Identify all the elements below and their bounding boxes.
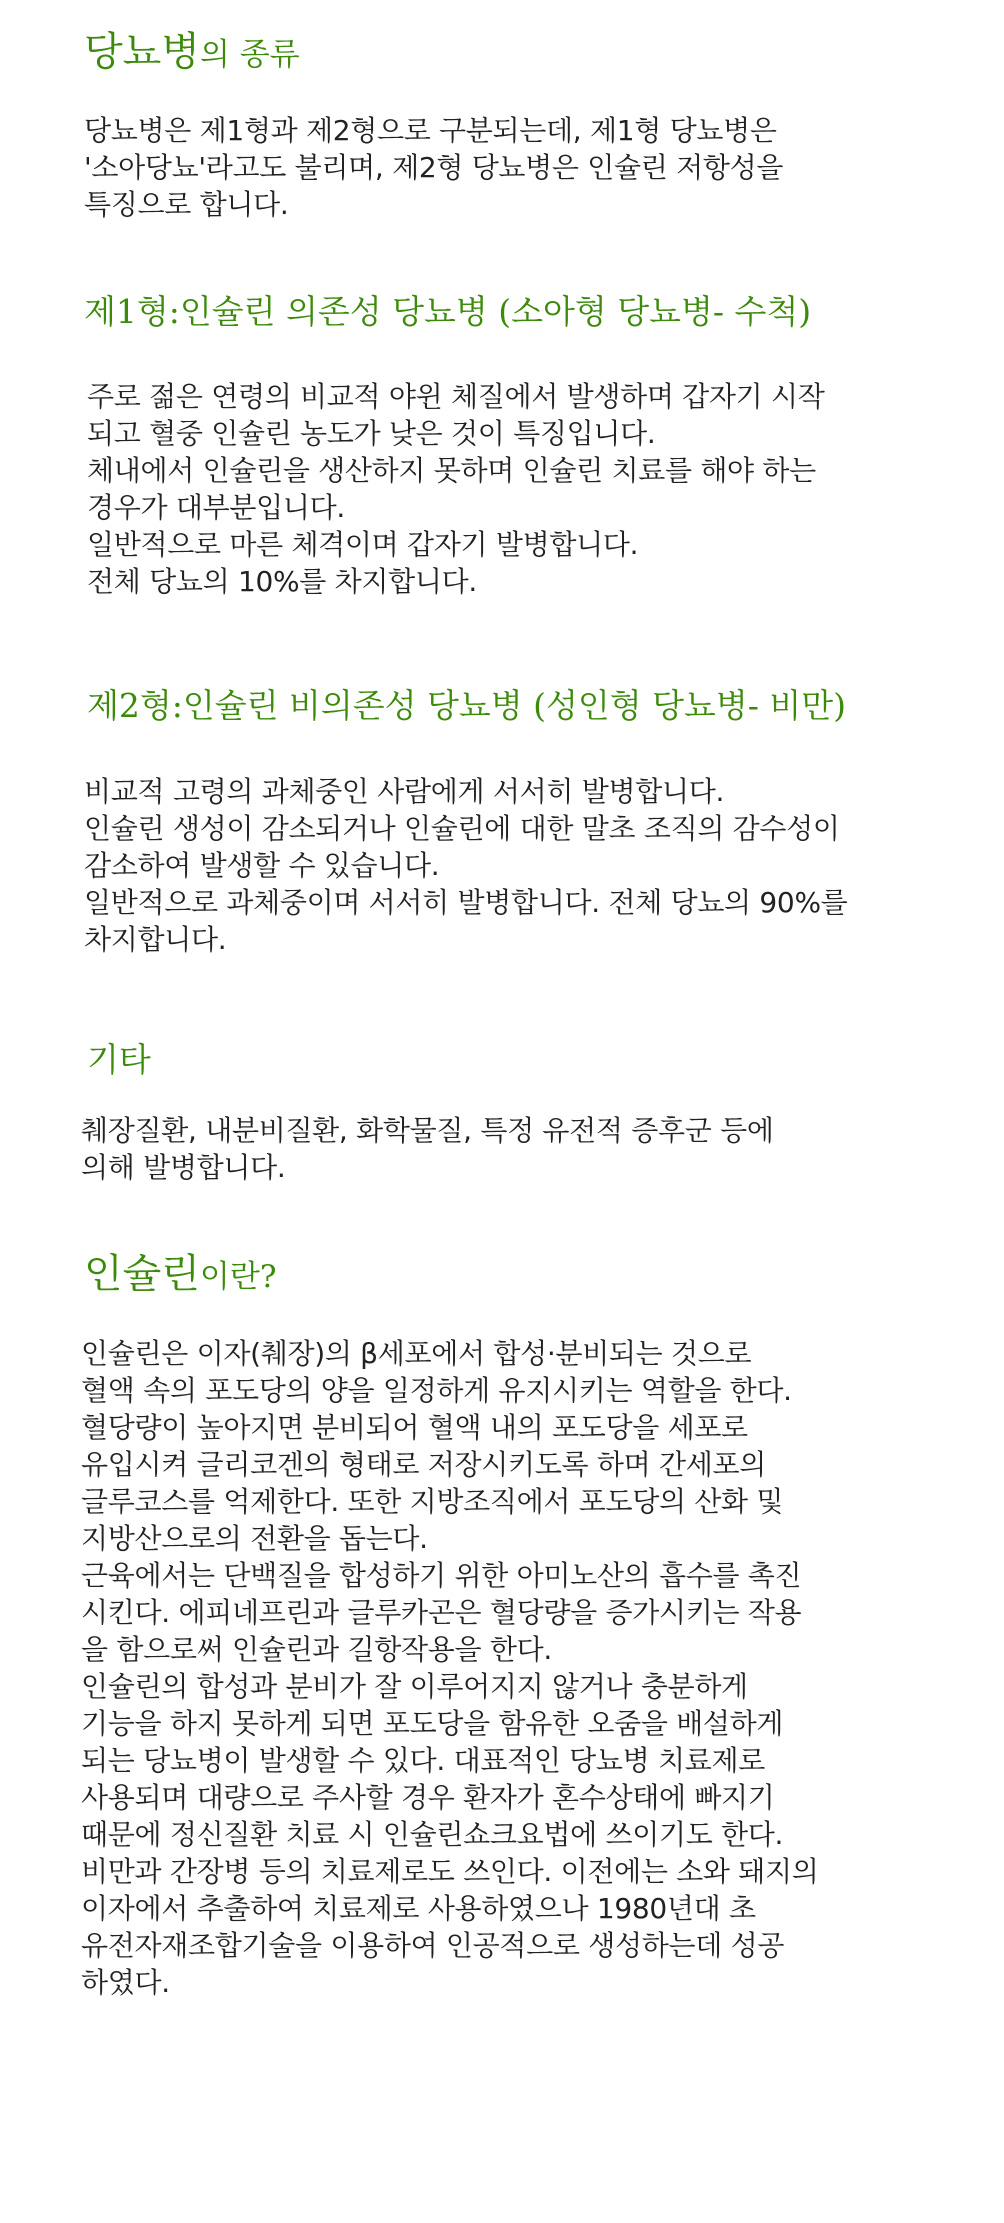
type1-heading: 제1형:인슐린 의존성 당뇨병 (소아형 당뇨병- 수척) xyxy=(84,292,812,331)
paragraph-line: 주로 젊은 연령의 비교적 야윈 체질에서 발생하며 갑자기 시작 xyxy=(87,380,825,413)
paragraph-line: 시킨다. 에피네프린과 글루카곤은 혈당량을 증가시키는 작용 xyxy=(81,1596,802,1629)
paragraph-line: 췌장질환, 내분비질환, 화학물질, 특정 유전적 증후군 등에 xyxy=(81,1114,774,1147)
intro-paragraph xyxy=(84,112,783,223)
paragraph-line: 일반적으로 과체중이며 서서히 발병합니다. 전체 당뇨의 90%를 xyxy=(84,886,848,919)
paragraph-line: 비교적 고령의 과체중인 사람에게 서서히 발병합니다. xyxy=(84,775,725,808)
paragraph-line: 혈액 속의 포도당의 양을 일정하게 유지시키는 역할을 한다. xyxy=(81,1374,792,1407)
title-rest: 의 종류 xyxy=(199,37,300,73)
section-title-insulin xyxy=(84,1250,276,1298)
paragraph-line: 의해 발병합니다. xyxy=(81,1151,286,1184)
type1-paragraph xyxy=(87,378,825,600)
title-main-word: 당뇨병 xyxy=(84,29,200,75)
paragraph-line: 비만과 간장병 등의 치료제로도 쓰인다. 이전에는 소와 돼지의 xyxy=(81,1855,819,1888)
paragraph-line: 기능을 하지 못하게 되면 포도당을 함유한 오줌을 배설하게 xyxy=(81,1707,784,1740)
paragraph-line: 이자에서 추출하여 치료제로 사용하였으나 1980년대 초 xyxy=(81,1892,756,1925)
paragraph-line: 인슐린 생성이 감소되거나 인슐린에 대한 말초 조직의 감수성이 xyxy=(84,812,840,845)
paragraph-line: 인슐린의 합성과 분비가 잘 이루어지지 않거나 충분하게 xyxy=(81,1670,748,1703)
paragraph-line: 되고 혈중 인슐린 농도가 낮은 것이 특징입니다. xyxy=(87,417,656,450)
paragraph-line: 사용되며 대량으로 주사할 경우 환자가 혼수상태에 빠지기 xyxy=(81,1781,775,1814)
paragraph-line: 체내에서 인슐린을 생산하지 못하며 인슐린 치료를 해야 하는 xyxy=(87,454,816,487)
paragraph-line: '소아당뇨'라고도 불리며, 제2형 당뇨병은 인슐린 저항성을 xyxy=(84,151,784,184)
paragraph-line: 당뇨병은 제1형과 제2형으로 구분되는데, 제1형 당뇨병은 xyxy=(84,114,777,147)
paragraph-line: 하였다. xyxy=(81,1966,170,1999)
paragraph-line: 을 함으로써 인슐린과 길항작용을 한다. xyxy=(81,1633,552,1666)
paragraph-line: 유입시켜 글리코겐의 형태로 저장시키도록 하며 간세포의 xyxy=(81,1448,766,1481)
other-paragraph xyxy=(81,1112,774,1186)
type2-heading: 제2형:인슐린 비의존성 당뇨병 (성인형 당뇨병- 비만) xyxy=(87,686,847,725)
paragraph-line: 혈당량이 높아지면 분비되어 혈액 내의 포도당을 세포로 xyxy=(81,1411,748,1444)
other-heading: 기타 xyxy=(87,1040,151,1079)
paragraph-line: 되는 당뇨병이 발생할 수 있다. 대표적인 당뇨병 치료제로 xyxy=(81,1744,766,1777)
section-title-diabetes-types xyxy=(84,28,300,76)
paragraph-line: 글루코스를 억제한다. 또한 지방조직에서 포도당의 산화 및 xyxy=(81,1485,784,1518)
paragraph-line: 특징으로 합니다. xyxy=(84,188,289,221)
paragraph-line: 유전자재조합기술을 이용하여 인공적으로 생성하는데 성공 xyxy=(81,1929,785,1962)
paragraph-line: 인슐린은 이자(췌장)의 β세포에서 합성·분비되는 것으로 xyxy=(81,1337,752,1370)
paragraph-line: 근육에서는 단백질을 합성하기 위한 아미노산의 흡수를 촉진 xyxy=(81,1559,802,1592)
paragraph-line: 차지합니다. xyxy=(84,923,227,956)
paragraph-line: 때문에 정신질환 치료 시 인슐린쇼크요법에 쓰이기도 한다. xyxy=(81,1818,784,1851)
type2-paragraph xyxy=(84,773,848,958)
title-rest: 이란? xyxy=(199,1259,277,1295)
paragraph-line: 감소하여 발생할 수 있습니다. xyxy=(84,849,440,882)
paragraph-line: 지방산으로의 전환을 돕는다. xyxy=(81,1522,428,1555)
insulin-paragraph xyxy=(81,1335,819,2001)
paragraph-line: 일반적으로 마른 체격이며 갑자기 발병합니다. xyxy=(87,528,639,561)
title-main-word: 인슐린 xyxy=(84,1251,200,1297)
paragraph-line: 경우가 대부분입니다. xyxy=(87,491,345,524)
paragraph-line: 전체 당뇨의 10%를 차지합니다. xyxy=(87,565,477,598)
